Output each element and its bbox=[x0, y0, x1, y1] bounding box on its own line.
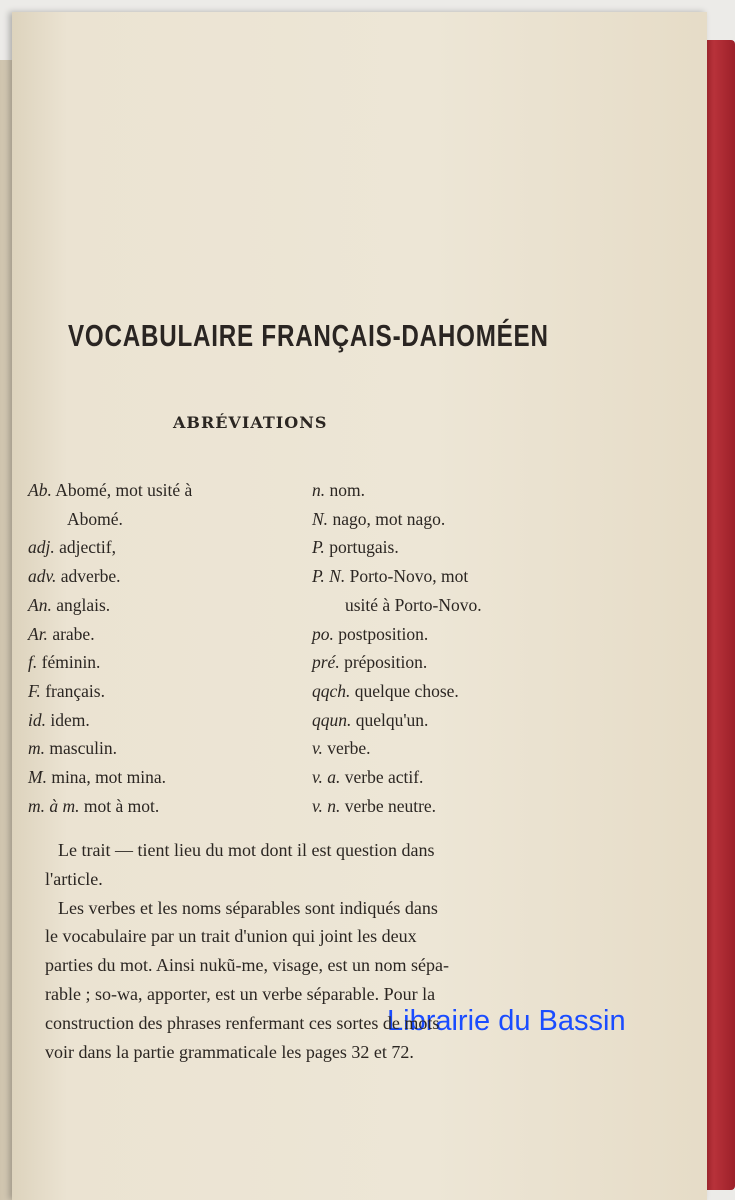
abbreviation-entry bbox=[312, 509, 445, 530]
abbreviation-meaning: verbe actif. bbox=[344, 767, 424, 787]
paragraph-line: parties du mot. Ainsi nukũ-me, visage, est un nom sépa- bbox=[45, 955, 449, 976]
abbreviation-meaning: quelque chose. bbox=[354, 680, 459, 701]
abbreviation-meaning: verbe. bbox=[327, 738, 371, 759]
abbreviation: Ab. bbox=[28, 480, 52, 500]
abbreviation-entry bbox=[28, 595, 110, 616]
watermark: Librairie du Bassin bbox=[387, 1005, 626, 1037]
abbreviation-entry bbox=[28, 796, 159, 817]
abbreviation: Ar. bbox=[28, 623, 48, 644]
abbreviation-meaning: postposition. bbox=[338, 623, 429, 644]
abbreviation: id. bbox=[28, 709, 46, 730]
abbreviation: N. bbox=[312, 508, 329, 529]
abbreviation-entry bbox=[312, 681, 459, 702]
abbreviation-entry bbox=[28, 710, 90, 731]
abbreviation-entry bbox=[345, 595, 482, 616]
abbreviation-entry bbox=[28, 537, 116, 558]
paragraph-line: le vocabulaire par un trait d'union qui joint les deux bbox=[45, 926, 417, 947]
abbreviation: v. bbox=[312, 738, 323, 759]
abbreviation-entry bbox=[28, 738, 117, 759]
abbreviation-entry bbox=[312, 710, 428, 731]
abbreviation-meaning: idem. bbox=[50, 709, 90, 730]
abbreviation-meaning: préposition. bbox=[344, 652, 428, 673]
abbreviation: An. bbox=[28, 594, 52, 615]
abbreviation-meaning: portugais. bbox=[329, 537, 399, 558]
abbreviation-entry bbox=[312, 652, 427, 673]
paragraph-line: l'article. bbox=[45, 868, 103, 889]
abbreviation-entry bbox=[28, 652, 100, 673]
page-title: VOCABULAIRE FRANÇAIS-DAHOMÉEN bbox=[68, 318, 549, 353]
abbreviation: v. a. bbox=[312, 767, 341, 787]
paragraph-line: rable ; so-wa, apporter, est un verbe séparable. Pour la bbox=[45, 984, 436, 1004]
paragraph-line: voir dans la partie grammaticale les pages 32 et 72. bbox=[45, 1041, 414, 1062]
abbreviation-meaning: masculin. bbox=[49, 738, 117, 759]
abbreviation-entry bbox=[28, 624, 95, 645]
abbreviation-entry bbox=[28, 566, 120, 587]
abbreviation-entry bbox=[312, 566, 468, 587]
abbreviation-meaning: arabe. bbox=[52, 623, 95, 644]
abbreviation: pré. bbox=[312, 652, 340, 673]
abbreviation-meaning: français. bbox=[45, 680, 105, 701]
abbreviation-entry bbox=[312, 767, 423, 788]
abbreviation: po. bbox=[312, 623, 334, 644]
section-heading: ABRÉVIATIONS bbox=[173, 413, 328, 432]
abbreviation-meaning: mina, mot mina. bbox=[51, 767, 167, 787]
abbreviation-meaning: Abomé, mot usité à bbox=[55, 480, 193, 500]
abbreviation-meaning: nago, mot nago. bbox=[332, 508, 446, 529]
abbreviation-meaning: verbe neutre. bbox=[344, 795, 437, 816]
abbreviation-entry bbox=[312, 796, 436, 817]
abbreviation-meaning: mot à mot. bbox=[83, 795, 160, 816]
abbreviation-entry bbox=[312, 480, 365, 501]
abbreviation: v. n. bbox=[312, 795, 341, 816]
abbreviation: qqch. bbox=[312, 680, 351, 701]
abbreviation: adj. bbox=[28, 537, 55, 558]
abbreviation: f. bbox=[28, 652, 38, 673]
abbreviation-meaning: adverbe. bbox=[60, 566, 121, 587]
abbreviation-meaning: quelqu'un. bbox=[355, 709, 429, 730]
abbreviation: qqun. bbox=[312, 709, 352, 730]
abbreviation-entry bbox=[312, 738, 370, 759]
abbreviation-meaning: adjectif, bbox=[59, 537, 116, 558]
abbreviation: F. bbox=[28, 680, 41, 701]
abbreviation-entry bbox=[67, 509, 123, 530]
abbreviation: n. bbox=[312, 480, 326, 500]
abbreviation: adv. bbox=[28, 566, 57, 587]
abbreviation-meaning: féminin. bbox=[41, 652, 101, 673]
abbreviation: m. à m. bbox=[28, 795, 80, 816]
abbreviation-meaning: nom. bbox=[329, 480, 365, 500]
abbreviation: M. bbox=[28, 767, 47, 787]
abbreviation: P. bbox=[312, 537, 325, 558]
abbreviation-entry bbox=[312, 624, 428, 645]
abbreviation: m. bbox=[28, 738, 46, 759]
abbreviation: P. N. bbox=[312, 566, 346, 587]
abbreviation-entry bbox=[28, 681, 105, 702]
abbreviation-entry bbox=[28, 767, 166, 788]
abbreviation-meaning: anglais. bbox=[56, 594, 111, 615]
abbreviation-meaning: Abomé. bbox=[67, 508, 123, 529]
abbreviation-entry bbox=[312, 537, 399, 558]
abbreviation-meaning: usité à Porto-Novo. bbox=[345, 594, 482, 615]
paragraph-line: construction des phrases renfermant ces sortes de mots bbox=[45, 1012, 440, 1033]
abbreviation-meaning: Porto-Novo, mot bbox=[349, 566, 469, 587]
paragraph-line: Les verbes et les noms séparables sont indiqués dans bbox=[58, 897, 438, 918]
abbreviation-entry bbox=[28, 480, 192, 501]
paragraph-line: Le trait — tient lieu du mot dont il est question dans bbox=[58, 840, 435, 860]
